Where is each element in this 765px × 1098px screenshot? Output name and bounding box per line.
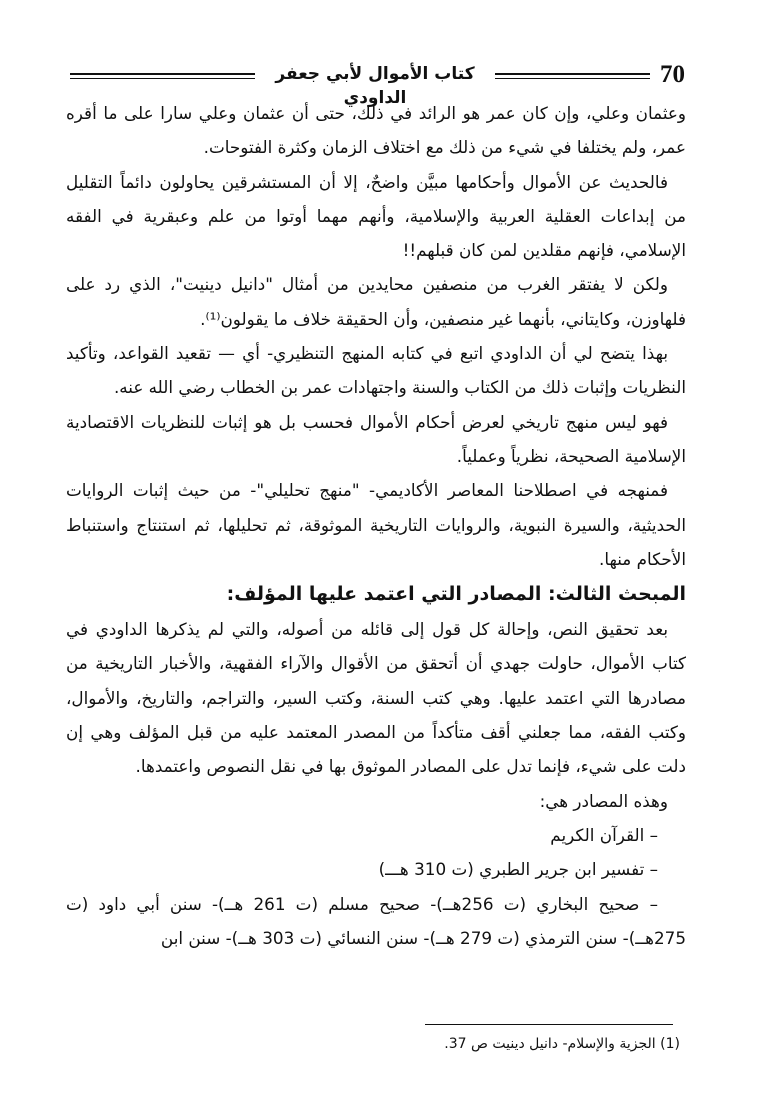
paragraph: فمنهجه في اصطلاحنا المعاصر الأكاديمي- "منهج تحليلي"- من حيث إثبات الروايات الحديثية، والسيرة النبوية، والروايات التاريخية الموثوقة، ثم تحليلها، ثم استنتاج واستنباط الأحكام منها.: [66, 480, 686, 569]
page-header: [70, 60, 685, 108]
page-body: [66, 96, 686, 955]
footnote: (1) الجزية والإسلام- دانيل دينيت ص 37.: [444, 1036, 680, 1052]
list-item: – تفسير ابن جرير الطبري (ت 310 هـــ): [378, 859, 658, 880]
footnote-separator: [425, 1024, 673, 1025]
list-item: – صحيح البخاري (ت 256هــ)- صحيح مسلم (ت 261 هــ)- سنن أبي داود (ت 275هــ)- سنن الترمذي (ت 279 هــ)- سنن النسائي (ت 303 هــ)- سنن ابن: [66, 893, 686, 948]
list-item: – القرآن الكريم: [550, 824, 658, 845]
header-rule-left: [70, 73, 255, 75]
paragraph: بعد تحقيق النص، وإحالة كل قول إلى قائله من أصوله، والتي لم يذكرها الداودي في كتاب الأموال، حاولت جهدي أن أتحقق من الأقوال والآراء الفقهية، والأخبار التاريخية من مصادرها التي اعتمد عليها. وهي كتب السنة، وكتب السير، والتراجم، والتاريخ، والأموال، وكتب الفقه، مما جعلني أقف متأكداً من المصدر المعتمد عليه من قبل المؤلف وهي إن دلت على شيء، فإنما تدل على المصادر الموثوق بها في نقل النصوص واعتمدها.: [66, 619, 686, 777]
paragraph: فهو ليس منهج تاريخي لعرض أحكام الأموال فحسب بل هو إثبات للنظريات الاقتصادية الإسلامية الصحيحة، نظرياً وعملياً.: [66, 411, 686, 466]
paragraph: ولكن لا يفتقر الغرب من منصفين محايدين من أمثال "دانيل دينيت"، الذي رد على فلهاوزن، وكايتاني، بأنهما غير منصفين، وأن الحقيقة خلاف ما يقولون⁽¹⁾.: [66, 274, 686, 329]
running-title: كتاب الأموال لأبي جعفر الداودي: [275, 64, 475, 108]
header-rule-right: [495, 73, 650, 75]
paragraph: وهذه المصادر هي:: [539, 790, 668, 811]
paragraph: فالحديث عن الأموال وأحكامها مبيَّن واضحٌ، إلا أن المستشرقين يحاولون دائماً التقليل من إبداعات العقلية العربية والإسلامية، وأنهم مهما أوتوا من علم وعبقرية في الفقه الإسلامي، فإنهم مقلدين لمن كان قبلهم!!: [66, 171, 686, 261]
section-heading: المبحث الثالث: المصادر التي اعتمد عليها المؤلف:: [226, 583, 686, 606]
paragraph: وعثمان وعلي، وإن كان عمر هو الرائد في ذلك، حتى أن عثمان وعلي سارا على ما أقره عمر، ولم يختلفا في شيء من ذلك مع اختلاف الزمان وكثرة الفتوحات.: [66, 103, 686, 158]
page-number: 70: [660, 61, 685, 88]
paragraph: بهذا يتضح لي أن الداودي اتبع في كتابه المنهج التنظيري- أي — تقعيد القواعد، وتأكيد النظريات وإثبات ذلك من الكتاب والسنة واجتهادات عمر بن الخطاب رضي الله عنه.: [66, 343, 686, 398]
